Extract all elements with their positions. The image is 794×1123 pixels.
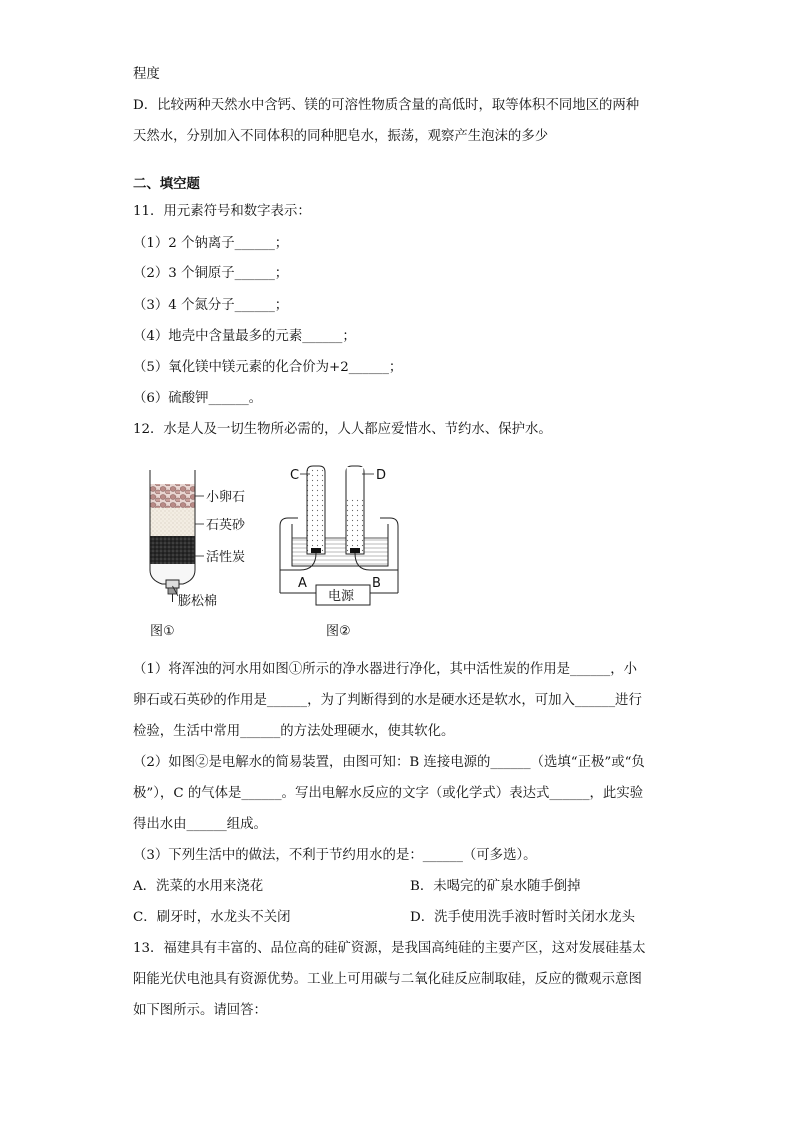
question-12-2-line-2: 极”），C 的气体是______。写出电解水反应的文字（或化学式）表达式______，此实验 [133, 786, 644, 801]
question-12: 12．水是人及一切生物所必需的，人人都应爱惜水、节约水、保护水。 [133, 422, 552, 437]
label-b: B [372, 576, 381, 591]
label-cotton: 膨松棉 [178, 594, 218, 609]
question-12-2-line-3: 得出水由______组成。 [133, 817, 267, 832]
figure-1-water-purifier [140, 462, 270, 642]
label-quartz-sand: 石英砂 [206, 518, 246, 533]
question-11-6: （6）硫酸钾______。 [133, 391, 263, 406]
section-heading: 二、填空题 [133, 176, 200, 192]
text-line: 程度 [133, 67, 160, 82]
question-13-line-1: 13．福建具有丰富的、品位高的硅矿资源，是我国高纯硅的主要产区，这对发展硅基太 [133, 941, 646, 956]
option-c: C．刷牙时，水龙头不关闭 [133, 910, 291, 925]
question-11-5: （5）氧化镁中镁元素的化合价为+2______； [133, 360, 403, 375]
option-b: B．未喝完的矿泉水随手倒掉 [410, 879, 581, 894]
question-11: 11．用元素符号和数字表示： [133, 204, 311, 219]
question-12-2-line-1: （2）如图②是电解水的简易装置，由图可知：B 连接电源的______（选填“正极”或“负 [133, 755, 645, 770]
label-a: A [298, 576, 307, 591]
label-pebble: 小卵石 [206, 490, 246, 505]
figure-1-caption: 图① [150, 624, 175, 639]
label-c: C [290, 468, 300, 483]
question-13-line-3: 如下图所示。请回答： [133, 1003, 267, 1018]
question-12-3: （3）下列生活中的做法，不利于节约用水的是：______（可多选）。 [133, 848, 537, 863]
question-12-1-line-3: 检验，生活中常用______的方法处理硬水，使其软化。 [133, 724, 455, 739]
question-11-3: （3）4 个氮分子______； [133, 298, 289, 313]
label-d: D [376, 468, 387, 483]
question-11-1: （1）2 个钠离子______； [133, 236, 289, 251]
label-power-supply: 电源 [328, 589, 355, 604]
option-d: D．洗手使用洗手液时暂时关闭水龙头 [410, 910, 635, 925]
option-a: A．洗菜的水用来浇花 [133, 879, 264, 894]
text-line: 天然水，分别加入不同体积的同种肥皂水，振荡，观察产生泡沫的多少 [133, 129, 549, 144]
figure-2-electrolysis [270, 458, 410, 642]
question-11-2: （2）3 个铜原子______； [133, 266, 289, 281]
text-line: D．比较两种天然水中含钙、镁的可溶性物质含量的高低时，取等体积不同地区的两种 [133, 98, 640, 113]
question-11-4: （4）地壳中含量最多的元素______； [133, 329, 356, 344]
figure-2-caption: 图② [326, 624, 351, 639]
question-12-1-line-1: （1）将浑浊的河水用如图①所示的净水器进行净化，其中活性炭的作用是______，小 [133, 662, 637, 677]
label-activated-carbon: 活性炭 [206, 550, 246, 565]
question-13-line-2: 阳能光伏电池具有资源优势。工业上可用碳与二氧化硅反应制取硅，反应的微观示意图 [133, 972, 642, 987]
question-12-1-line-2: 卵石或石英砂的作用是______，为了判断得到的水是硬水还是软水，可加入______进行 [133, 693, 642, 708]
